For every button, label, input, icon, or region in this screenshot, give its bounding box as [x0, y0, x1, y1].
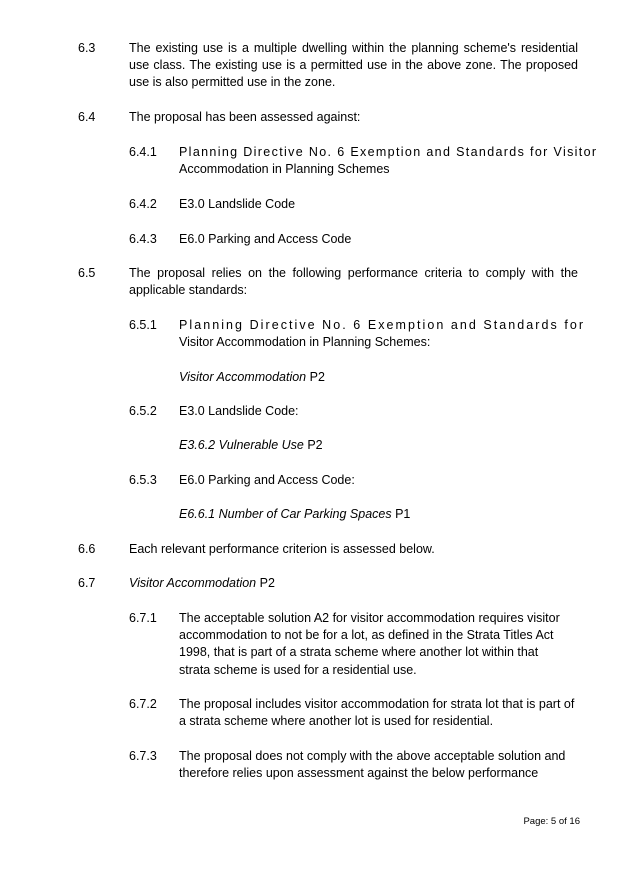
subsection-number: 6.7.2	[129, 697, 157, 711]
section-number: 6.4	[78, 110, 96, 124]
section-number: 6.3	[78, 41, 96, 55]
subsection-number: 6.7.3	[129, 749, 157, 763]
subsection-text: E3.0 Landslide Code:	[179, 404, 299, 418]
subsection-number: 6.5.2	[129, 404, 157, 418]
section-number: 6.5	[78, 266, 96, 280]
criterion-ref: P2	[303, 438, 323, 452]
section-number: 6.7	[78, 576, 96, 590]
criterion-ref: P2	[306, 370, 325, 384]
criterion-title: E3.6.2 Vulnerable Use	[179, 438, 304, 452]
section-text: The proposal relies on the following performance criteria to comply with the applicable standards:	[129, 266, 578, 298]
subsection-text-line2: Visitor Accommodation in Planning Schemes:	[179, 335, 431, 349]
subsection-text: E3.0 Landslide Code	[179, 197, 296, 211]
subsection-number: 6.4.2	[129, 197, 157, 211]
page-number: Page: 5 of 16	[523, 816, 580, 827]
subsection-text-line2: Accommodation in Planning Schemes	[179, 162, 390, 176]
criterion-title: E6.6.1 Number of Car Parking Spaces	[179, 507, 392, 521]
performance-criterion	[179, 437, 578, 454]
subsection-text-line1: Planning Directive No. 6 Exemption and Standards for	[179, 318, 586, 332]
subsection-number: 6.5.3	[129, 473, 157, 487]
section-text: The proposal has been assessed against:	[129, 110, 361, 124]
subsection-text: The acceptable solution A2 for visitor accommodation requires visitor accommodation to not be for a lot, as defined in the Strata Titles Act 1998, that is part of a strata scheme where another lot within that strata scheme is used for a residential use.	[179, 611, 560, 677]
criterion-ref: P1	[391, 507, 411, 521]
performance-criterion	[179, 369, 578, 386]
section-text: The existing use is a multiple dwelling within the planning scheme's residential use class. The existing use is a permitted use in the above zone. The proposed use is also permitted use in the zone.	[129, 41, 578, 90]
heading-ref: P2	[256, 576, 275, 590]
subsection-text: The proposal includes visitor accommodation for strata lot that is part of a strata scheme where another lot is used for residential.	[179, 697, 575, 729]
subsection-number: 6.5.1	[129, 318, 157, 332]
subsection-text: E6.0 Parking and Access Code:	[179, 473, 355, 487]
section-number: 6.6	[78, 542, 96, 556]
subsection-number: 6.7.1	[129, 611, 157, 625]
criterion-title: Visitor Accommodation	[179, 370, 307, 384]
section-text: Each relevant performance criterion is assessed below.	[129, 542, 435, 556]
subsection-number: 6.4.3	[129, 232, 157, 246]
subsection-number: 6.4.1	[129, 145, 157, 159]
section-heading	[129, 575, 578, 592]
heading-italic: Visitor Accommodation	[129, 576, 257, 590]
performance-criterion	[179, 506, 578, 523]
subsection-text: E6.0 Parking and Access Code	[179, 232, 352, 246]
subsection-text: The proposal does not comply with the above acceptable solution and therefore relies upon assessment against the below performance	[179, 749, 566, 781]
subsection-text-line1: Planning Directive No. 6 Exemption and Standards for Visitor	[179, 145, 598, 159]
